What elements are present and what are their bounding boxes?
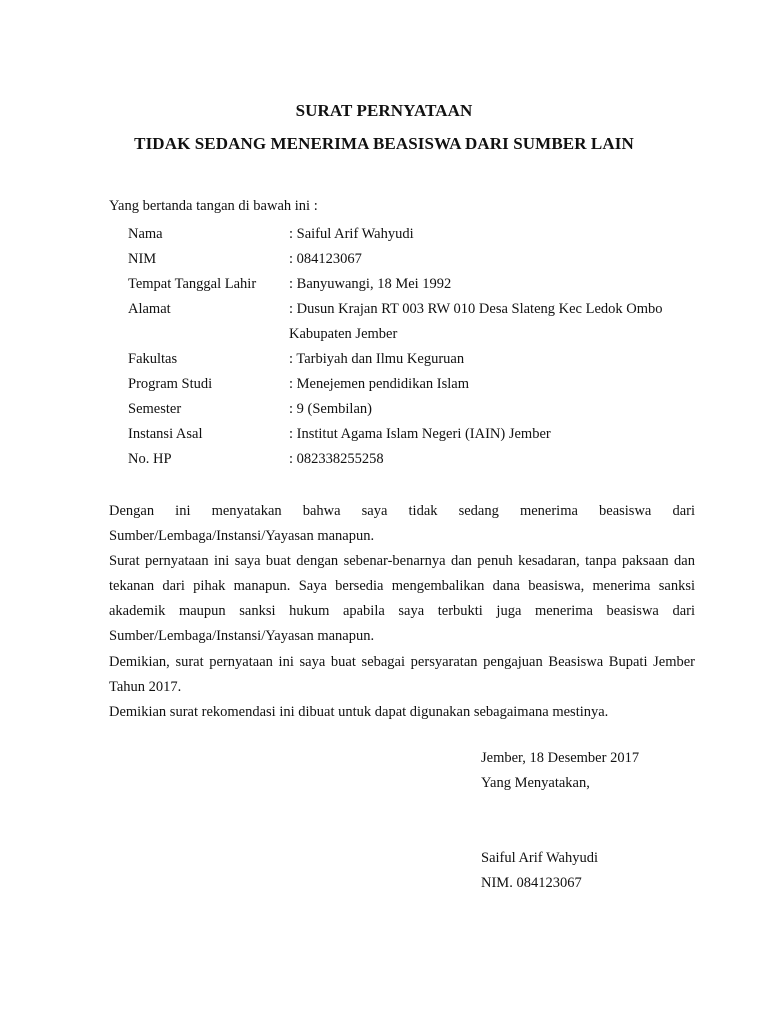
field-value: : 084123067 [289, 251, 362, 267]
field-value-group [289, 297, 708, 347]
field-value: : Banyuwangi, 18 Mei 1992 [289, 276, 452, 292]
paragraph: Demikian surat rekomendasi ini dibuat untuk dapat digunakan sebagaimana mestinya. [109, 703, 609, 720]
field-value: : Menejemen pendidikan Islam [289, 376, 469, 392]
paragraph: Surat pernyataan ini saya buat dengan sebenar-benarnya dan penuh kesadaran, tanpa paksaan dan tekanan dari pihak manapun. Saya bersedia mengembalikan dana beasiswa, menerima sanksi akademik maupun sanksi hukum apabila saya terbukti juga menerima beasiswa dari Sumber/Lembaga/Instansi/Yayasan manapun. [109, 553, 695, 645]
document-subtitle: TIDAK SEDANG MENERIMA BEASISWA DARI SUMBER LAIN [134, 134, 634, 153]
field-label: Program Studi [128, 376, 213, 392]
field-value: : 9 (Sembilan) [289, 401, 372, 417]
field-label: No. HP [128, 451, 172, 467]
field-row-nim [128, 247, 708, 272]
field-row-semester [128, 397, 708, 422]
field-row-fakultas [128, 347, 708, 372]
field-label: Alamat [128, 301, 171, 317]
field-row-ttl [128, 272, 708, 297]
field-value: : Dusun Krajan RT 003 RW 010 Desa Slateng Kec Ledok Ombo [289, 301, 663, 317]
field-value: : Saiful Arif Wahyudi [289, 226, 414, 242]
signature-place-date: Jember, 18 Desember 2017 [481, 750, 640, 766]
intro-text: Yang bertanda tangan di bawah ini : [109, 198, 318, 214]
field-row-prodi [128, 372, 708, 397]
field-value: : Institut Agama Islam Negeri (IAIN) Jember [289, 426, 551, 442]
field-label: Semester [128, 401, 182, 417]
field-label: Tempat Tanggal Lahir [128, 276, 257, 292]
field-row-nama [128, 222, 708, 247]
paragraph: Demikian, surat pernyataan ini saya buat sebagai persyaratan pengajuan Beasiswa Bupati Jember Tahun 2017. [109, 653, 695, 695]
field-label: NIM [128, 251, 157, 267]
field-value-continuation: Kabupaten Jember [289, 326, 398, 342]
signature-nim: NIM. 084123067 [481, 875, 582, 891]
field-label: Fakultas [128, 351, 178, 367]
statement-body [109, 499, 695, 725]
field-value: : Tarbiyah dan Ilmu Keguruan [289, 351, 465, 367]
signature-name: Saiful Arif Wahyudi [481, 850, 598, 866]
field-label: Nama [128, 226, 163, 242]
field-row-instansi [128, 422, 708, 447]
paragraph: Dengan ini menyatakan bahwa saya tidak sedang menerima beasiswa dari Sumber/Lembaga/Instansi/Yayasan manapun. [109, 503, 695, 545]
document-title: SURAT PERNYATAAN [295, 101, 473, 120]
identity-fields [128, 222, 708, 472]
field-row-hp [128, 447, 708, 472]
signature-statement: Yang Menyatakan, [481, 775, 590, 791]
field-label: Instansi Asal [128, 426, 203, 442]
field-value: : 082338255258 [289, 451, 384, 467]
field-row-alamat [128, 297, 708, 347]
